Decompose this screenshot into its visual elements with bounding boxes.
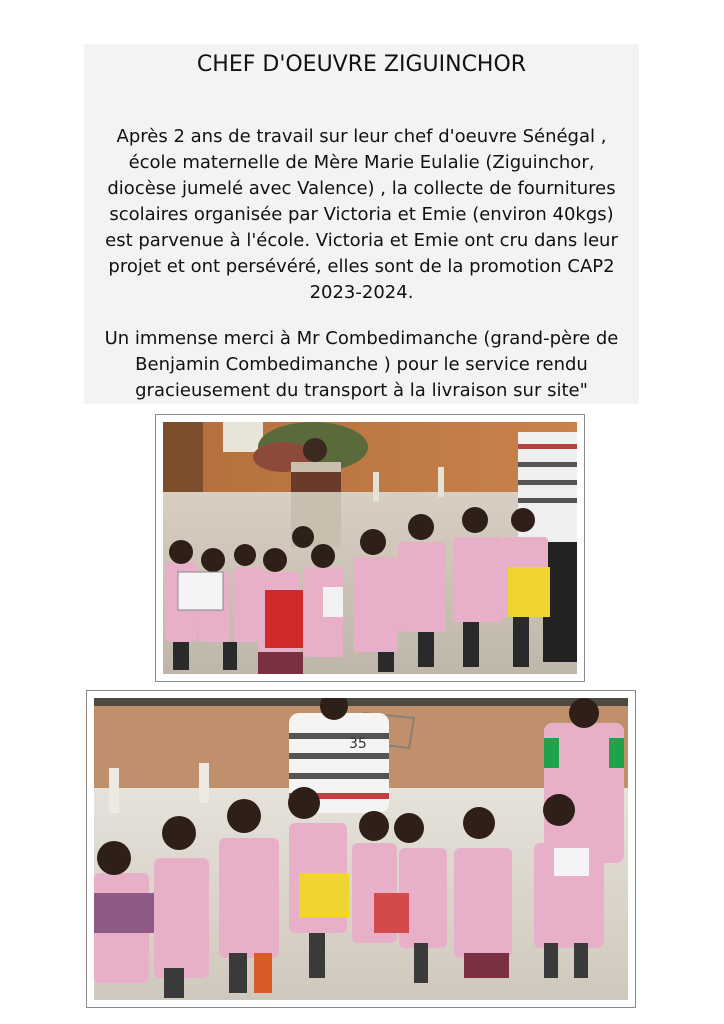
- page-title: CHEF D'OEUVRE ZIGUINCHOR: [196, 52, 527, 77]
- paragraph-line: scolaires organisée par Victoria et Emie (environ 40kgs): [109, 204, 614, 225]
- photo-children-with-supplies: [155, 414, 585, 682]
- photo-illustration: [94, 698, 628, 1000]
- paragraph-line: Après 2 ans de travail sur leur chef d'oeuvre Sénégal ,: [116, 126, 607, 147]
- text-panel: [84, 44, 639, 404]
- paragraph-line: école maternelle de Mère Marie Eulalie (Ziguinchor,: [128, 152, 595, 173]
- intro-paragraph: [90, 124, 633, 306]
- paragraph-line: est parvenue à l'école. Victoria et Emie ont cru dans leur: [105, 230, 618, 251]
- thanks-paragraph: [84, 326, 639, 404]
- paragraph-line: Benjamin Combedimanche ) pour le service rendu: [135, 354, 588, 375]
- paragraph-line: gracieusement du transport à la livraison sur site": [135, 380, 588, 401]
- photo-children-in-line: [86, 690, 636, 1008]
- paragraph-line: diocèse jumelé avec Valence) , la collecte de fournitures: [107, 178, 616, 199]
- paragraph-line: projet et ont persévéré, elles sont de la promotion CAP2: [108, 256, 615, 277]
- paragraph-line: Un immense merci à Mr Combedimanche (grand-père de: [104, 328, 619, 349]
- paragraph-line: 2023-2024.: [309, 282, 414, 303]
- photo-illustration: [163, 422, 577, 674]
- shirt-number: 35: [349, 736, 367, 752]
